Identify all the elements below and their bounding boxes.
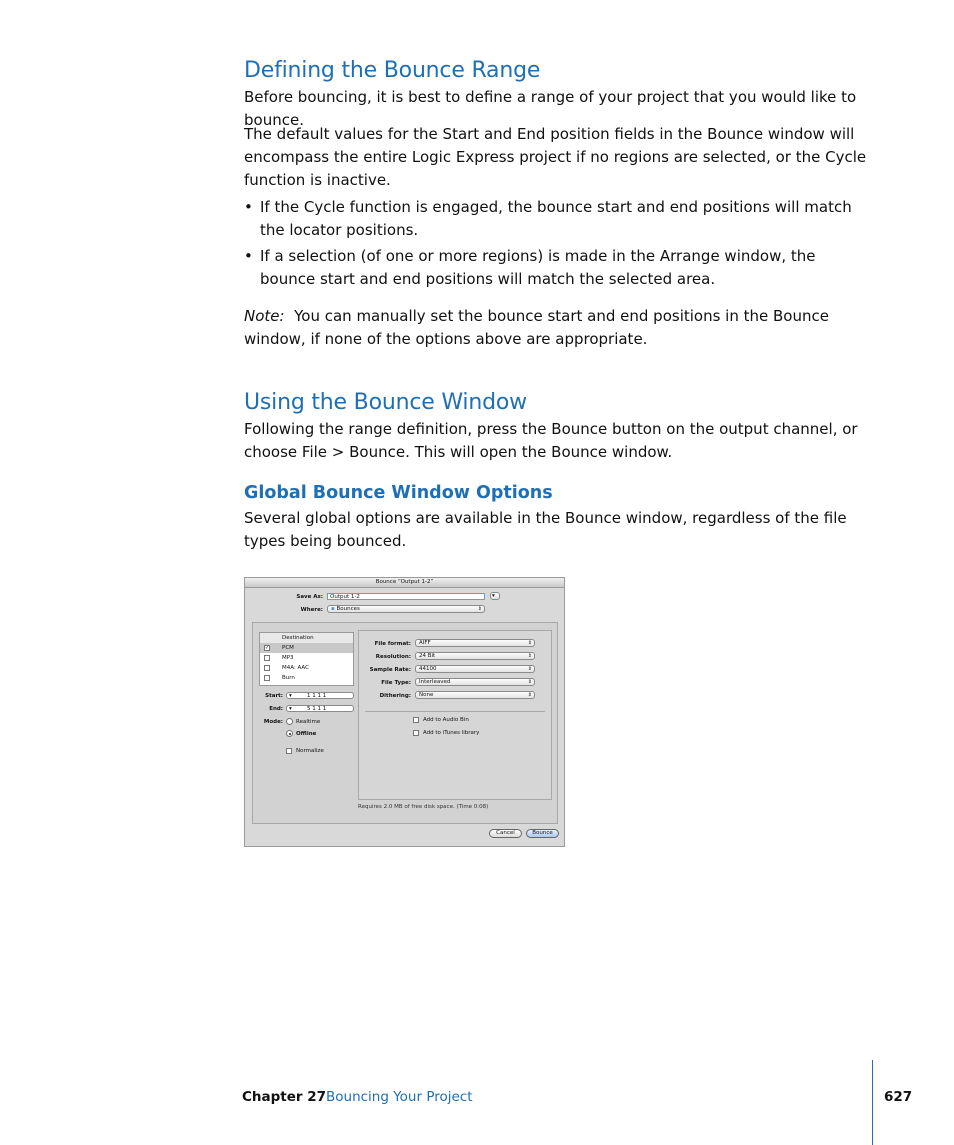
destination-label: PCM: [282, 645, 294, 651]
paragraph: Following the range definition, press the Bounce button on the output channel, or choose File > Bounce. This will open the Bounce window.: [244, 420, 858, 461]
where-label: Where:: [300, 607, 323, 613]
destination-label: Burn: [282, 675, 295, 681]
footer-chapter: Chapter 27: [242, 1089, 327, 1105]
destination-label: MP3: [282, 655, 294, 661]
checkbox-checked[interactable]: ✓: [265, 645, 270, 651]
offline-label: Offline: [296, 731, 317, 737]
sample-rate-value: 44100: [419, 666, 437, 672]
file-type-label: File Type:: [381, 680, 411, 686]
updown-arrow-icon: ⇕: [527, 679, 532, 685]
bounce-dialog-screenshot: [244, 577, 565, 847]
updown-arrow-icon: ⇕: [527, 692, 532, 698]
bullet-text: If a selection (of one or more regions) is made in the Arrange window, the bounce start and end positions will match the selected area.: [260, 247, 816, 288]
note-label: Note:: [244, 307, 285, 325]
paragraph: Before bouncing, it is best to define a range of your project that you would like to bounce.: [244, 88, 857, 129]
chevron-down-icon: ▾: [289, 693, 292, 699]
dithering-label: Dithering:: [379, 693, 411, 699]
end-field[interactable]: [286, 705, 354, 712]
resolution-label: Resolution:: [375, 654, 411, 660]
heading-using-bounce-window: Using the Bounce Window: [244, 390, 527, 415]
checkbox[interactable]: [264, 665, 270, 671]
realtime-radio[interactable]: [286, 718, 293, 725]
bullet-mark: •: [244, 247, 253, 265]
offline-radio[interactable]: [286, 730, 293, 737]
realtime-label: Realtime: [296, 719, 321, 725]
footer-chapter-title: Bouncing Your Project: [326, 1089, 473, 1105]
resolution-popup[interactable]: [415, 652, 535, 660]
normalize-checkbox[interactable]: [286, 748, 292, 754]
dialog-title: Bounce “Output 1-2”: [245, 578, 564, 588]
add-audio-bin-label: Add to Audio Bin: [423, 717, 469, 723]
dithering-popup[interactable]: [415, 691, 535, 699]
bullet-text: If the Cycle function is engaged, the bounce start and end positions will match the locator positions.: [260, 198, 852, 239]
list-item[interactable]: [260, 653, 353, 663]
mode-label: Mode:: [263, 719, 283, 725]
updown-arrow-icon: ⇕: [527, 666, 532, 672]
where-value: Bounces: [336, 606, 360, 612]
file-type-value: Interleaved: [419, 679, 451, 685]
folder-icon: ▪: [331, 606, 335, 612]
bullet-mark: •: [244, 198, 253, 216]
chevron-down-icon: ▾: [289, 706, 292, 712]
file-format-label: File format:: [374, 641, 411, 647]
sample-rate-popup[interactable]: [415, 665, 535, 673]
file-format-popup[interactable]: [415, 639, 535, 647]
normalize-label: Normalize: [296, 748, 324, 754]
updown-arrow-icon: ⇕: [527, 653, 532, 659]
list-item[interactable]: [260, 643, 353, 653]
footer-divider: [872, 1060, 873, 1145]
chevron-down-icon: ▾: [492, 593, 495, 599]
add-audio-bin-checkbox[interactable]: [413, 717, 419, 723]
page-number: 627: [884, 1089, 913, 1105]
list-item[interactable]: [260, 663, 353, 673]
divider: [365, 711, 545, 712]
end-label: End:: [269, 706, 283, 712]
destination-header: Destination: [282, 635, 314, 641]
save-as-dropdown-button[interactable]: [490, 592, 500, 600]
add-itunes-label: Add to iTunes library: [423, 730, 480, 736]
checkbox[interactable]: [264, 655, 270, 661]
file-format-value: AIFF: [419, 640, 431, 646]
list-item[interactable]: [260, 673, 353, 683]
note-paragraph: [244, 305, 874, 351]
paragraph: Several global options are available in the Bounce window, regardless of the file types being bounced.: [244, 509, 847, 550]
sample-rate-label: Sample Rate:: [369, 667, 411, 673]
resolution-value: 24 Bit: [419, 653, 436, 659]
start-value: 1 1 1 1: [307, 693, 327, 699]
heading-global-bounce-options: Global Bounce Window Options: [244, 483, 553, 503]
save-as-field[interactable]: Output 1-2: [327, 593, 485, 600]
checkbox[interactable]: [264, 675, 270, 681]
start-field[interactable]: [286, 692, 354, 699]
cancel-button[interactable]: Cancel: [489, 829, 522, 838]
where-popup[interactable]: [327, 605, 485, 613]
updown-arrow-icon: ⇕: [527, 640, 532, 646]
save-as-label: Save As:: [296, 594, 323, 600]
destination-label: M4A: AAC: [282, 665, 309, 671]
note-text: You can manually set the bounce start and end positions in the Bounce window, if none of the options above are appropriate.: [244, 307, 829, 348]
file-type-popup[interactable]: [415, 678, 535, 686]
paragraph: The default values for the Start and End position fields in the Bounce window will encompass the entire Logic Express project if no regions are selected, or the Cycle function is inactive.: [244, 125, 867, 189]
bounce-button[interactable]: Bounce: [526, 829, 559, 838]
start-label: Start:: [265, 693, 283, 699]
add-itunes-checkbox[interactable]: [413, 730, 419, 736]
disk-space-info: Requires 2.0 MB of free disk space. (Time 0:08): [358, 804, 489, 810]
destination-list: [259, 632, 354, 686]
end-value: 5 1 1 1: [307, 706, 327, 712]
dithering-value: None: [419, 692, 434, 698]
heading-defining-bounce-range: Defining the Bounce Range: [244, 58, 541, 83]
updown-arrow-icon: ⇕: [477, 606, 482, 612]
